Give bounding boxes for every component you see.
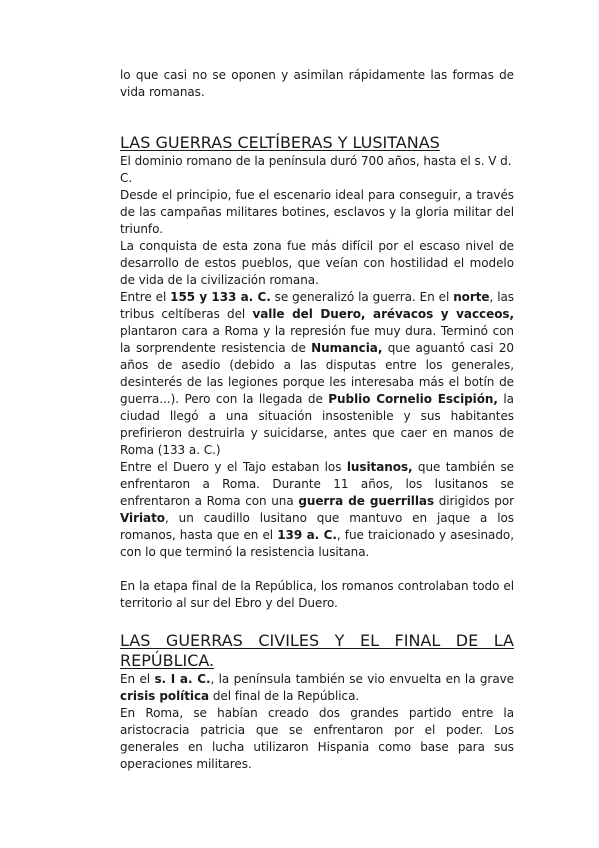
- bold-escipion: Publio Cornelio Escipión,: [328, 392, 498, 406]
- text-run: del final de la República.: [209, 689, 360, 703]
- paragraph-roman-parties: En Roma, se habían creado dos grandes partido entre la aristocracia patricia que se enfrentaron por el poder. Los generales en lucha utilizaron Hispania como base para sus operaciones militares.: [120, 706, 514, 771]
- paragraph-lusitanians: [120, 459, 514, 561]
- bold-date-139: 139 a. C.: [277, 528, 337, 542]
- text-run: que aguantó casi 20 años de asedio (debido a las disputas entre los generales, desinterés de las legiones porque les interesaba más el botín de guerra...). Pero con la llegada de: [120, 341, 514, 406]
- text-run: , las tribus celtíberas del: [120, 290, 515, 321]
- section-heading-civil-wars-cont: REPÚBLICA.: [120, 651, 215, 670]
- text-run: , un caudillo lusitano que mantuvo en jaque a los romanos, hasta que en el: [120, 511, 514, 542]
- section-heading-civil-wars: LAS GUERRAS CIVILES Y EL FINAL DE LA: [120, 631, 514, 650]
- text-run: , fue traicionado y asesinado, con lo que terminó la resistencia lusitana.: [120, 528, 514, 559]
- text-run: la ciudad llegó a una situación insostenible y sus habitantes prefirieron destruirla y suicidarse, antes que caer en manos de Roma (133 a. C.): [120, 392, 514, 457]
- paragraph-scenario: Desde el principio, fue el escenario ideal para conseguir, a través de las campañas militares botines, esclavos y la gloria militar del triunfo.: [120, 188, 514, 236]
- paragraph-republic-end: En la etapa final de la República, los romanos controlaban todo el territorio al sur del Ebro y del Duero.: [120, 579, 514, 610]
- text-run: , la península también se vio envuelta en la grave: [210, 672, 515, 686]
- document-page: [120, 67, 514, 773]
- section-heading-celtiberian-wars: LAS GUERRAS CELTÍBERAS Y LUSITANAS: [120, 133, 440, 152]
- paragraph-political-crisis: [120, 671, 514, 705]
- intro-paragraph: lo que casi no se oponen y asimilan rápidamente las formas de vida romanas.: [120, 68, 514, 99]
- text-run: que también se enfrentaron a Roma. Durante 11 años, los lusitanos se enfrentaron a Roma con una: [120, 460, 514, 508]
- bold-north: norte: [453, 290, 490, 304]
- text-run: Entre el: [120, 290, 171, 304]
- paragraph-celtiberian-war: [120, 289, 514, 459]
- text-run: plantaron cara a Roma y la represión fue muy dura. Terminó con la sorprendente resistencia de: [120, 324, 514, 355]
- bold-crisis: crisis política: [120, 689, 210, 703]
- text-run: dirigidos por: [434, 494, 515, 508]
- bold-numancia: Numancia,: [311, 341, 383, 355]
- bold-lusitanos: lusitanos,: [346, 460, 413, 474]
- paragraph-roman-dominion: El dominio romano de la península duró 700 años, hasta el s. V d. C.: [120, 154, 512, 185]
- text-run: se generalizó la guerra. En el: [270, 290, 454, 304]
- bold-viriato: Viriato: [120, 511, 165, 525]
- bold-dates: 155 y 133 a. C.: [170, 290, 271, 304]
- paragraph-conquest-difficulty: La conquista de esta zona fue más difícil por el escaso nivel de desarrollo de estos pueblos, que veían con hostilidad el modelo de vida de la civilización romana.: [120, 239, 514, 287]
- bold-tribes: valle del Duero, arévacos y vacceos,: [252, 307, 514, 321]
- bold-guerrillas: guerra de guerrillas: [298, 494, 435, 508]
- text-run: En el: [120, 672, 155, 686]
- text-run: Entre el Duero y el Tajo estaban los: [120, 460, 347, 474]
- bold-century: s. I a. C.: [154, 672, 211, 686]
